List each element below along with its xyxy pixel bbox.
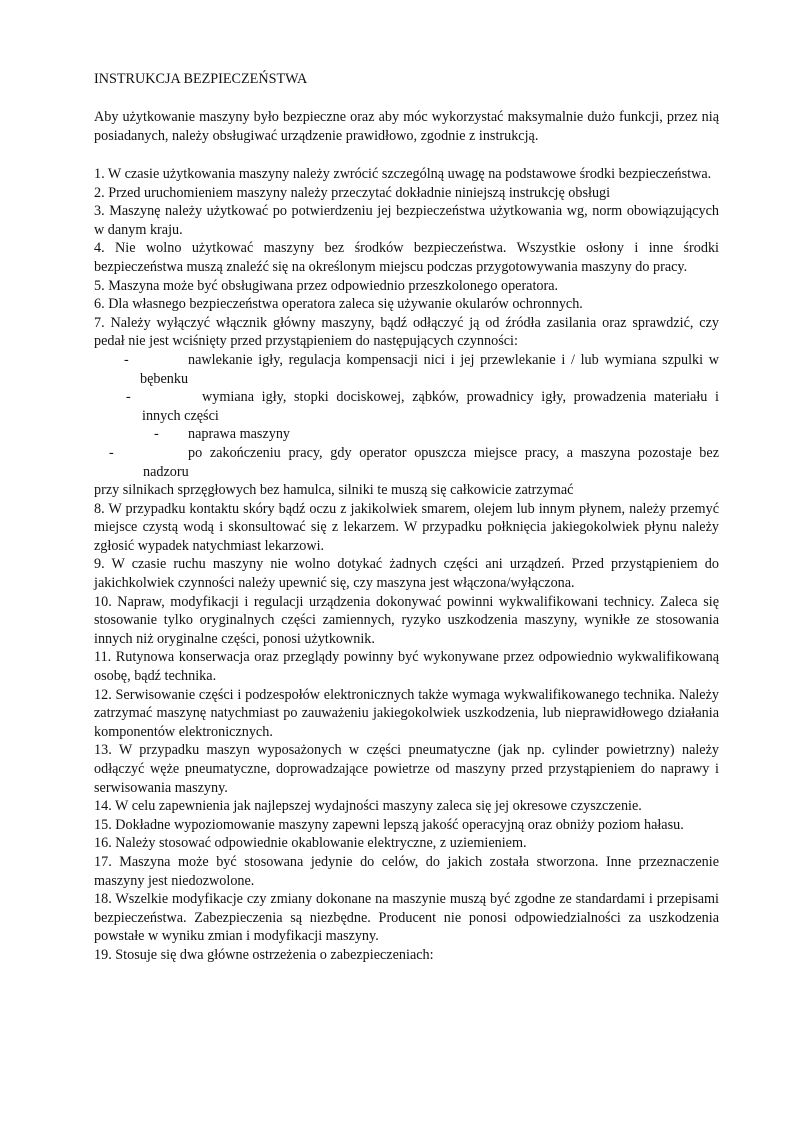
sub-list-item-text: wymiana igły, stopki dociskowej, ząbków, prowadnicy igły, prowadzenia materiału i innych części [142, 389, 719, 424]
dash-marker: - [124, 351, 129, 368]
list-item: 18. Wszelkie modyfikacje czy zmiany dokonane na maszynie muszą być zgodne ze standardami i przepisami bezpieczeństwa. Zabezpieczenia są niezbędne. Producent nie ponosi odpowiedzialności za uszkodzenia powstałe w wyniku zmian i modyfikacji maszyny. [94, 891, 719, 945]
list-item: 10. Napraw, modyfikacji i regulacji urządzenia dokonywać powinni wykwalifikowani technicy. Zaleca się stosowanie tylko oryginalnych części zamiennych, ryzyko uszkodzenia maszyny, wynikłe ze stosowania innych niż oryginalne części, ponosi użytkownik. [94, 593, 719, 647]
sub-list-item-text: nawlekanie igły, regulacja kompensacji nici i jej przewlekanie i / lub wymiana szpulki w bębenku [140, 351, 719, 387]
intro-paragraph: Aby użytkowanie maszyny było bezpieczne oraz aby móc wykorzystać maksymalnie dużo funkcji, przez nią posiadanych, należy obsługiwać urządzenie prawidłowo, zgodnie z instrukcją. [94, 109, 719, 144]
list-item: 12. Serwisowanie części i podzespołów elektronicznych także wymaga wykwalifikowanego technika. Należy zatrzymać maszynę natychmiast po zauważeniu jakiegokolwiek uszkodzenia, lub nieprawidłowego działania komponentów elektronicznych. [94, 686, 719, 740]
dash-marker: - [126, 389, 131, 406]
dash-marker: - [109, 444, 114, 461]
list-item: 1. W czasie użytkowania maszyny należy zwrócić szczególną uwagę na podstawowe środki bezpieczeństwa. [94, 166, 712, 182]
list-item: 3. Maszynę należy użytkować po potwierdzeniu jej bezpieczeństwa użytkowania wg, norm obowiązujących w danym kraju. [94, 203, 719, 238]
sub-list-item-text: naprawa maszyny [188, 426, 291, 443]
dash-marker: - [154, 426, 159, 443]
document-title: INSTRUKCJA BEZPIECZEŃSTWA [94, 71, 308, 87]
sub-list-item [126, 388, 719, 425]
list-item: 16. Należy stosować odpowiednie okablowanie elektryczne, z uziemieniem. [94, 835, 527, 852]
list-item: 2. Przed uruchomieniem maszyny należy przeczytać dokładnie niniejszą instrukcję obsługi [94, 184, 611, 201]
sub-list [94, 351, 719, 481]
safety-list [94, 165, 719, 965]
sub-list-item [124, 351, 719, 388]
list-item: 6. Dla własnego bezpieczeństwa operatora zaleca się używanie okularów ochronnych. [94, 296, 583, 313]
sub-list-item [109, 444, 719, 481]
list-item: 4. Nie wolno użytkować maszyny bez środków bezpieczeństwa. Wszystkie osłony i inne środki bezpieczeństwa muszą znaleźć się na określonym miejscu podczas przygotowywania maszyny do pracy. [94, 240, 719, 275]
list-item: 5. Maszyna może być obsługiwana przez odpowiednio przeszkolonego operatora. [94, 277, 559, 294]
list-item: 7. Należy wyłączyć włącznik główny maszyny, bądź odłączyć ją od źródła zasilania oraz sprawdzić, czy pedał nie jest wciśnięty przed przystąpieniem do następujących czynności: [94, 314, 719, 350]
list-item: 13. W przypadku maszyn wyposażonych w części pneumatyczne (jak np. cylinder powietrzny) należy odłączyć węże pneumatyczne, doprowadzające powietrze od maszyny przed przystąpieniem do naprawy i serwisowania maszyny. [94, 742, 719, 796]
list-item: 9. W czasie ruchu maszyny nie wolno dotykać żadnych części ani urządzeń. Przed przystąpieniem do jakichkolwiek czynności należy upewnić się, czy maszyna jest włączona/wyłączona. [94, 556, 719, 592]
list-item: 15. Dokładne wypoziomowanie maszyny zapewni lepszą jakość operacyjną oraz obniży poziom hałasu. [94, 816, 684, 833]
list-item: 14. W celu zapewnienia jak najlepszej wydajności maszyny zaleca się jej okresowe czyszczenie. [94, 798, 642, 815]
list-item: 8. W przypadku kontaktu skóry bądź oczu z jakikolwiek smarem, olejem lub innym płynem, należy przemyć miejsce czystą wodą i skonsultować się z lekarzem. W przypadku połknięcia jakiegokolwiek płynu należy zgłosić wypadek natychmiast lekarzowi. [94, 500, 719, 554]
list-item: przy silnikach sprzęgłowych bez hamulca, silniki te muszą się całkowicie zatrzymać [94, 482, 574, 499]
sub-list-item [154, 425, 719, 444]
list-item: 11. Rutynowa konserwacja oraz przeglądy powinny być wykonywane przez odpowiednio wykwalifikowaną osobę, bądź technika. [94, 649, 719, 685]
list-item: 17. Maszyna może być stosowana jedynie do celów, do jakich została stworzona. Inne przeznaczenie maszyny jest niedozwolone. [94, 853, 719, 889]
sub-list-item-text: po zakończeniu pracy, gdy operator opuszcza miejsce pracy, a maszyna pozostaje bez nadzoru [143, 444, 719, 480]
list-item: 19. Stosuje się dwa główne ostrzeżenia o zabezpieczeniach: [94, 946, 434, 963]
